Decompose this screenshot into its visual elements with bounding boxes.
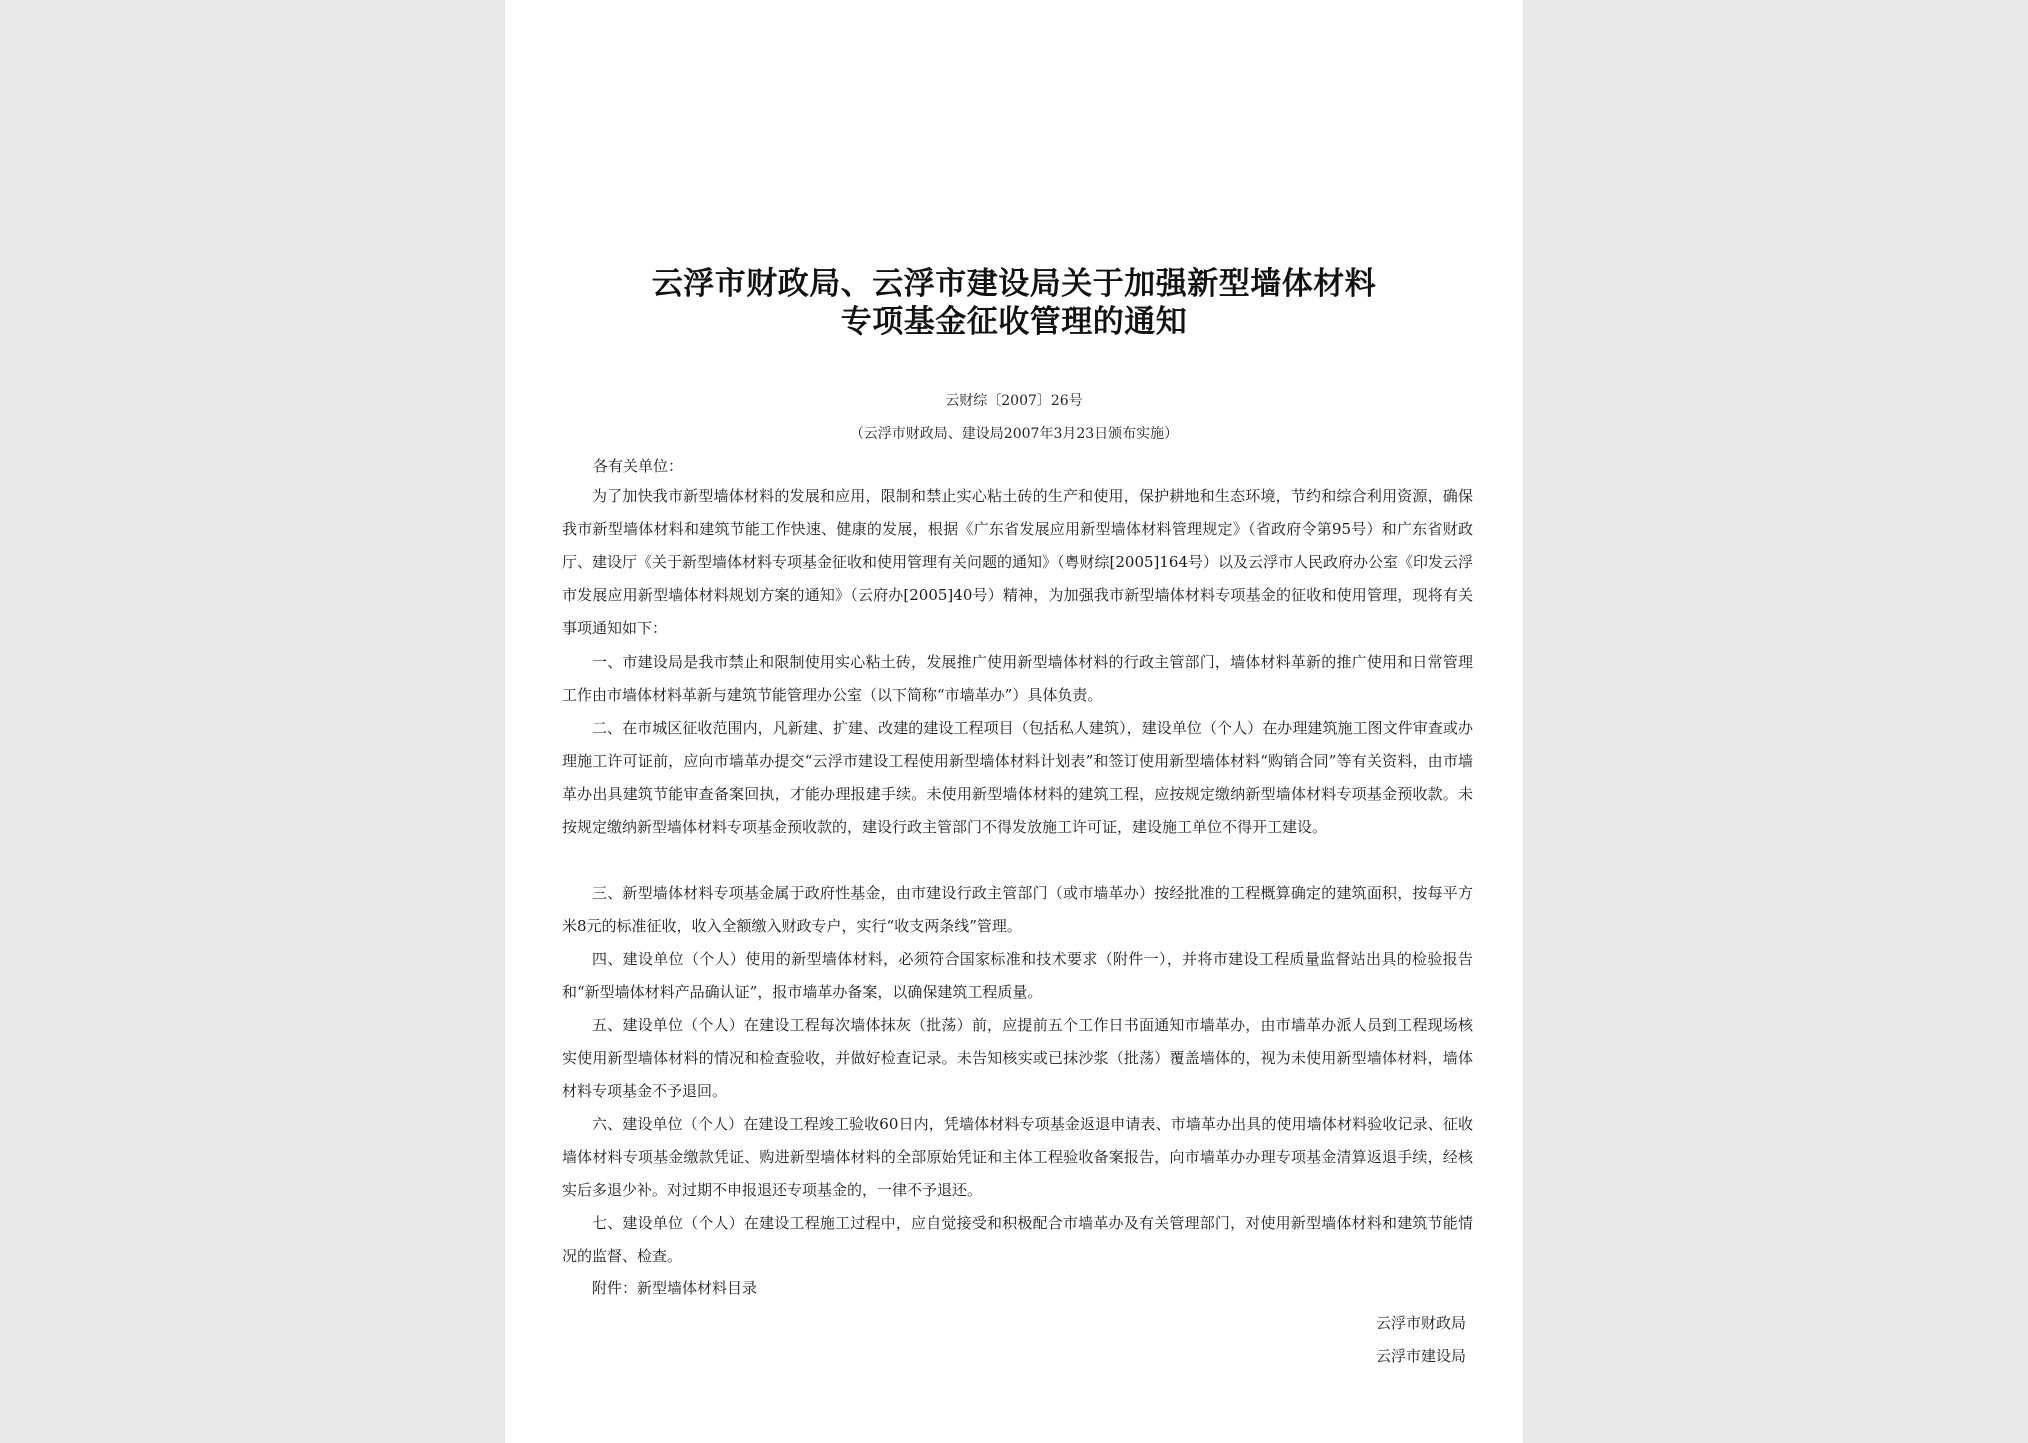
paragraph-item-2: 二、在市城区征收范围内，凡新建、扩建、改建的建设工程项目（包括私人建筑），建设单位（个人）在办理建筑施工图文件审查或办理施工许可证前，应向市墙革办提交“云浮市建设工程使用新型墙体材料计划表”和签订使用新型墙体材料“购销合同”等有关资料，由市墙革办出具建筑节能审查备案回执，才能办理报建手续。未使用新型墙体材料的建筑工程，应按规定缴纳新型墙体材料专项基金预收款。未按规定缴纳新型墙体材料专项基金预收款的，建设行政主管部门不得发放施工许可证，建设施工单位不得开工建设。 xyxy=(562,719,1473,836)
document-title-line-1: 云浮市财政局、云浮市建设局关于加强新型墙体材料 xyxy=(651,266,1377,302)
salutation: 各有关单位： xyxy=(593,457,684,475)
paragraph-item-3: 三、新型墙体材料专项基金属于政府性基金，由市建设行政主管部门（或市墙革办）按经批准的工程概算确定的建筑面积，按每平方米8元的标准征收，收入全额缴入财政专户，实行“收支两条线”管理。 xyxy=(562,884,1473,935)
attachment-line: 附件：新型墙体材料目录 xyxy=(592,1279,758,1297)
signature-finance-bureau: 云浮市财政局 xyxy=(1375,1314,1466,1332)
paragraph-item-1: 一、市建设局是我市禁止和限制使用实心粘土砖，发展推广使用新型墙体材料的行政主管部门，墙体材料革新的推广使用和日常管理工作由市墙体材料革新与建筑节能管理办公室（以下简称“市墙革办”）具体负责。 xyxy=(562,653,1473,704)
document-title-line-2: 专项基金征收管理的通知 xyxy=(840,304,1188,340)
paragraph-item-4: 四、建设单位（个人）使用的新型墙体材料，必须符合国家标准和技术要求（附件一），并将市建设工程质量监督站出具的检验报告和“新型墙体材料产品确认证”，报市墙革办备案，以确保建筑工程质量。 xyxy=(562,950,1473,1001)
document-page xyxy=(505,0,1523,1443)
paragraph-intro: 为了加快我市新型墙体材料的发展和应用，限制和禁止实心粘土砖的生产和使用，保护耕地和生态环境，节约和综合利用资源，确保我市新型墙体材料和建筑节能工作快速、健康的发展，根据《广东省发展应用新型墙体材料管理规定》（省政府令第95号）和广东省财政厅、建设厅《关于新型墙体材料专项基金征收和使用管理有关问题的通知》（粤财综[2005]164号）以及云浮市人民政府办公室《印发云浮市发展应用新型墙体材料规划方案的通知》（云府办[2005]40号）精神，为加强我市新型墙体材料专项基金的征收和使用管理，现将有关事项通知如下： xyxy=(562,487,1474,637)
paragraph-item-7: 七、建设单位（个人）在建设工程施工过程中，应自觉接受和积极配合市墙革办及有关管理部门，对使用新型墙体材料和建筑节能情况的监督、检查。 xyxy=(562,1214,1473,1265)
issue-note: （云浮市财政局、建设局2007年3月23日颁布实施） xyxy=(849,426,1179,442)
paragraph-item-6: 六、建设单位（个人）在建设工程竣工验收60日内，凭墙体材料专项基金返退申请表、市墙革办出具的使用墙体材料验收记录、征收墙体材料专项基金缴款凭证、购进新型墙体材料的全部原始凭证和主体工程验收备案报告，向市墙革办办理专项基金清算返退手续，经核实后多退少补。对过期不申报退还专项基金的，一律不予退还。 xyxy=(562,1115,1473,1199)
paragraph-item-5: 五、建设单位（个人）在建设工程每次墙体抹灰（批荡）前，应提前五个工作日书面通知市墙革办，由市墙革办派人员到工程现场核实使用新型墙体材料的情况和检查验收，并做好检查记录。未告知核实或已抹沙浆（批荡）覆盖墙体的，视为未使用新型墙体材料，墙体材料专项基金不予退回。 xyxy=(562,1016,1473,1100)
document-number: 云财综〔2007〕26号 xyxy=(945,393,1083,409)
signature-construction-bureau: 云浮市建设局 xyxy=(1375,1347,1466,1365)
